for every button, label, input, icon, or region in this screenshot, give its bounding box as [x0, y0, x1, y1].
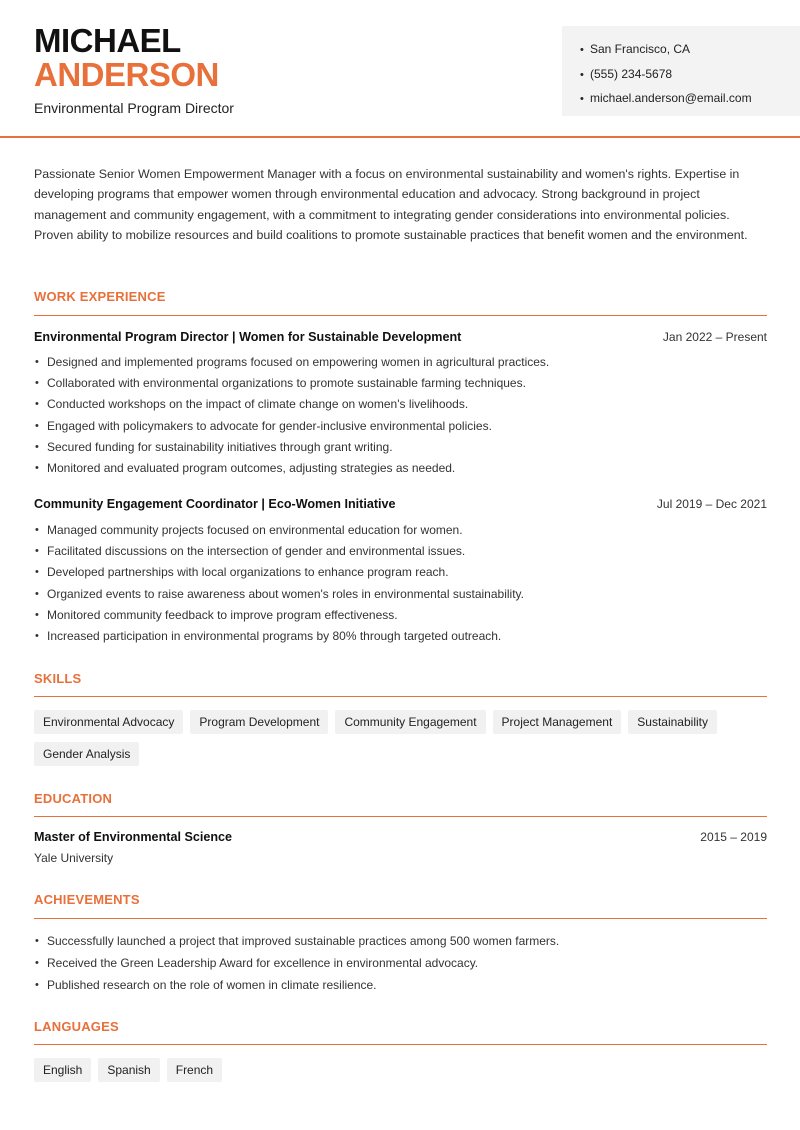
list-item: • Managed community projects focused on environmental education for women.: [34, 520, 767, 541]
list-item: • Conducted workshops on the impact of climate change on women's livelihoods.: [34, 394, 767, 415]
list-item: • Published research on the role of women in climate resilience.: [34, 974, 767, 996]
job-dates: Jul 2019 – Dec 2021: [656, 497, 767, 511]
education-dates: 2015 – 2019: [700, 830, 767, 844]
summary-paragraph: Passionate Senior Women Empowerment Manager with a focus on environmental sustainability and women's rights. Expertise in developing programs that empower women through environmental education and advocacy. Strong background in project management and community engagement, with a commitment to integrating gender considerations into environmental policies. Proven ability to mobilize resources and build coalitions to promote sustainable practices that benefit women and the environment.: [34, 167, 748, 243]
resume-header: [0, 0, 800, 138]
section-title-skills: SKILLS: [34, 671, 82, 686]
skill-chip: Sustainability: [628, 710, 717, 734]
section-title-achievements: ACHIEVEMENTS: [34, 892, 140, 907]
job-bullets: [34, 520, 767, 647]
job-bullets: [34, 352, 767, 479]
skill-chip: Environmental Advocacy: [34, 710, 183, 734]
list-item: • Secured funding for sustainability initiatives through grant writing.: [34, 437, 767, 458]
section-divider-achievements: [34, 918, 767, 919]
list-item: • Increased participation in environmental programs by 80% through targeted outreach.: [34, 626, 767, 647]
list-item: • Designed and implemented programs focused on empowering women in agricultural practices.: [34, 352, 767, 373]
section-title-work: WORK EXPERIENCE: [34, 289, 166, 304]
skill-chip: Gender Analysis: [34, 742, 139, 766]
degree: Master of Environmental Science: [34, 830, 233, 844]
job-title: Environmental Program Director: [34, 100, 234, 116]
section-title-education: EDUCATION: [34, 791, 113, 806]
list-item: • Engaged with policymakers to advocate for gender-inclusive environmental policies.: [34, 416, 767, 437]
job-role: Environmental Program Director | Women for Sustainable Development: [34, 330, 462, 344]
last-name: ANDERSON: [34, 56, 219, 93]
section-divider-education: [34, 816, 767, 817]
list-item: • Monitored and evaluated program outcomes, adjusting strategies as needed.: [34, 458, 767, 479]
job-role: Community Engagement Coordinator | Eco-Women Initiative: [34, 497, 396, 511]
section-divider-skills: [34, 696, 767, 697]
list-item: • Developed partnerships with local organizations to enhance program reach.: [34, 562, 767, 583]
list-item: • Received the Green Leadership Award for excellence in environmental advocacy.: [34, 952, 767, 974]
language-chip: Spanish: [98, 1058, 159, 1082]
first-name: MICHAEL: [34, 22, 181, 59]
job-header: [34, 497, 767, 515]
list-item: • Successfully launched a project that improved sustainable practices among 500 women farmers.: [34, 930, 767, 952]
achievements-list: [34, 930, 767, 996]
skill-chip: Project Management: [493, 710, 622, 734]
school: Yale University: [34, 851, 114, 865]
list-item: • Organized events to raise awareness about women's roles in environmental sustainability.: [34, 584, 767, 605]
skill-chip: Program Development: [190, 710, 328, 734]
language-chip: French: [167, 1058, 222, 1082]
contact-phone: • (555) 234-5678: [580, 63, 782, 88]
skills-list: [34, 710, 774, 774]
header-divider: [0, 136, 800, 138]
contact-box: [562, 26, 800, 116]
list-item: • Monitored community feedback to improve program effectiveness.: [34, 605, 767, 626]
contact-email: • michael.anderson@email.com: [580, 87, 782, 112]
education-header: [34, 830, 767, 848]
contact-location: • San Francisco, CA: [580, 38, 782, 63]
list-item: • Collaborated with environmental organizations to promote sustainable farming techniques.: [34, 373, 767, 394]
section-divider-languages: [34, 1044, 767, 1045]
languages-list: [34, 1058, 774, 1090]
job-dates: Jan 2022 – Present: [662, 330, 767, 344]
list-item: • Facilitated discussions on the intersection of gender and environmental issues.: [34, 541, 767, 562]
language-chip: English: [34, 1058, 91, 1082]
section-title-languages: LANGUAGES: [34, 1019, 119, 1034]
skill-chip: Community Engagement: [335, 710, 485, 734]
section-divider-work: [34, 315, 767, 316]
job-header: [34, 330, 767, 348]
